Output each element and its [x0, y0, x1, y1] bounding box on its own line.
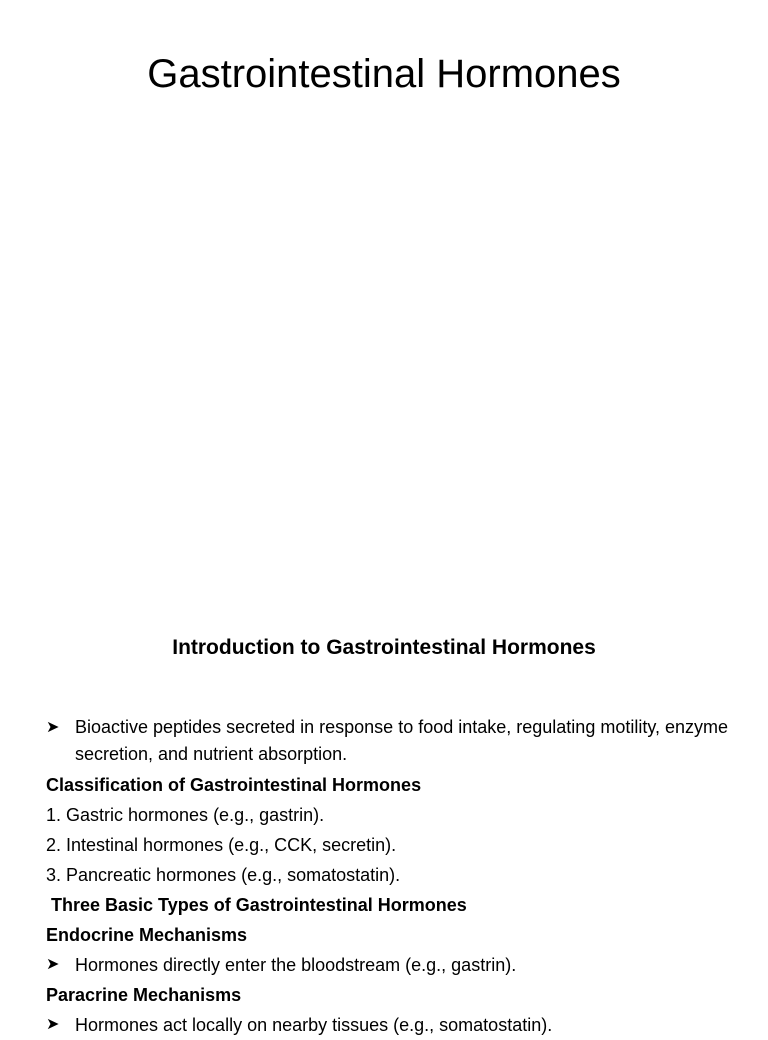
paracrine-bullet [46, 1010, 736, 1040]
types-heading: Three Basic Types of Gastrointestinal Hormones [51, 895, 467, 915]
document-body [46, 714, 736, 1040]
endocrine-bullet-text: Hormones directly enter the bloodstream (e.g., gastrin). [75, 955, 517, 975]
endocrine-heading: Endocrine Mechanisms [46, 925, 248, 945]
classification-heading: Classification of Gastrointestinal Hormones [46, 775, 422, 795]
classification-item: 3. Pancreatic hormones (e.g., somatostatin). [46, 865, 401, 885]
classification-item: 2. Intestinal hormones (e.g., CCK, secretin). [46, 835, 397, 855]
arrowhead-bullet-icon: ➤ [46, 1016, 60, 1033]
intro-bullet [46, 714, 736, 768]
intro-heading: Introduction to Gastrointestinal Hormones [172, 636, 596, 659]
endocrine-bullet [46, 950, 736, 980]
classification-item: 1. Gastric hormones (e.g., gastrin). [46, 805, 325, 825]
paracrine-heading: Paracrine Mechanisms [46, 985, 242, 1005]
arrowhead-bullet-icon: ➤ [46, 956, 60, 973]
paracrine-bullet-text: Hormones act locally on nearby tissues (e.g., somatostatin). [75, 1015, 553, 1035]
intro-bullet-text: Bioactive peptides secreted in response to food intake, regulating motility, enzyme secretion, and nutrient absorption. [75, 717, 729, 764]
arrowhead-bullet-icon: ➤ [46, 719, 60, 736]
page-title: Gastrointestinal Hormones [147, 52, 621, 96]
